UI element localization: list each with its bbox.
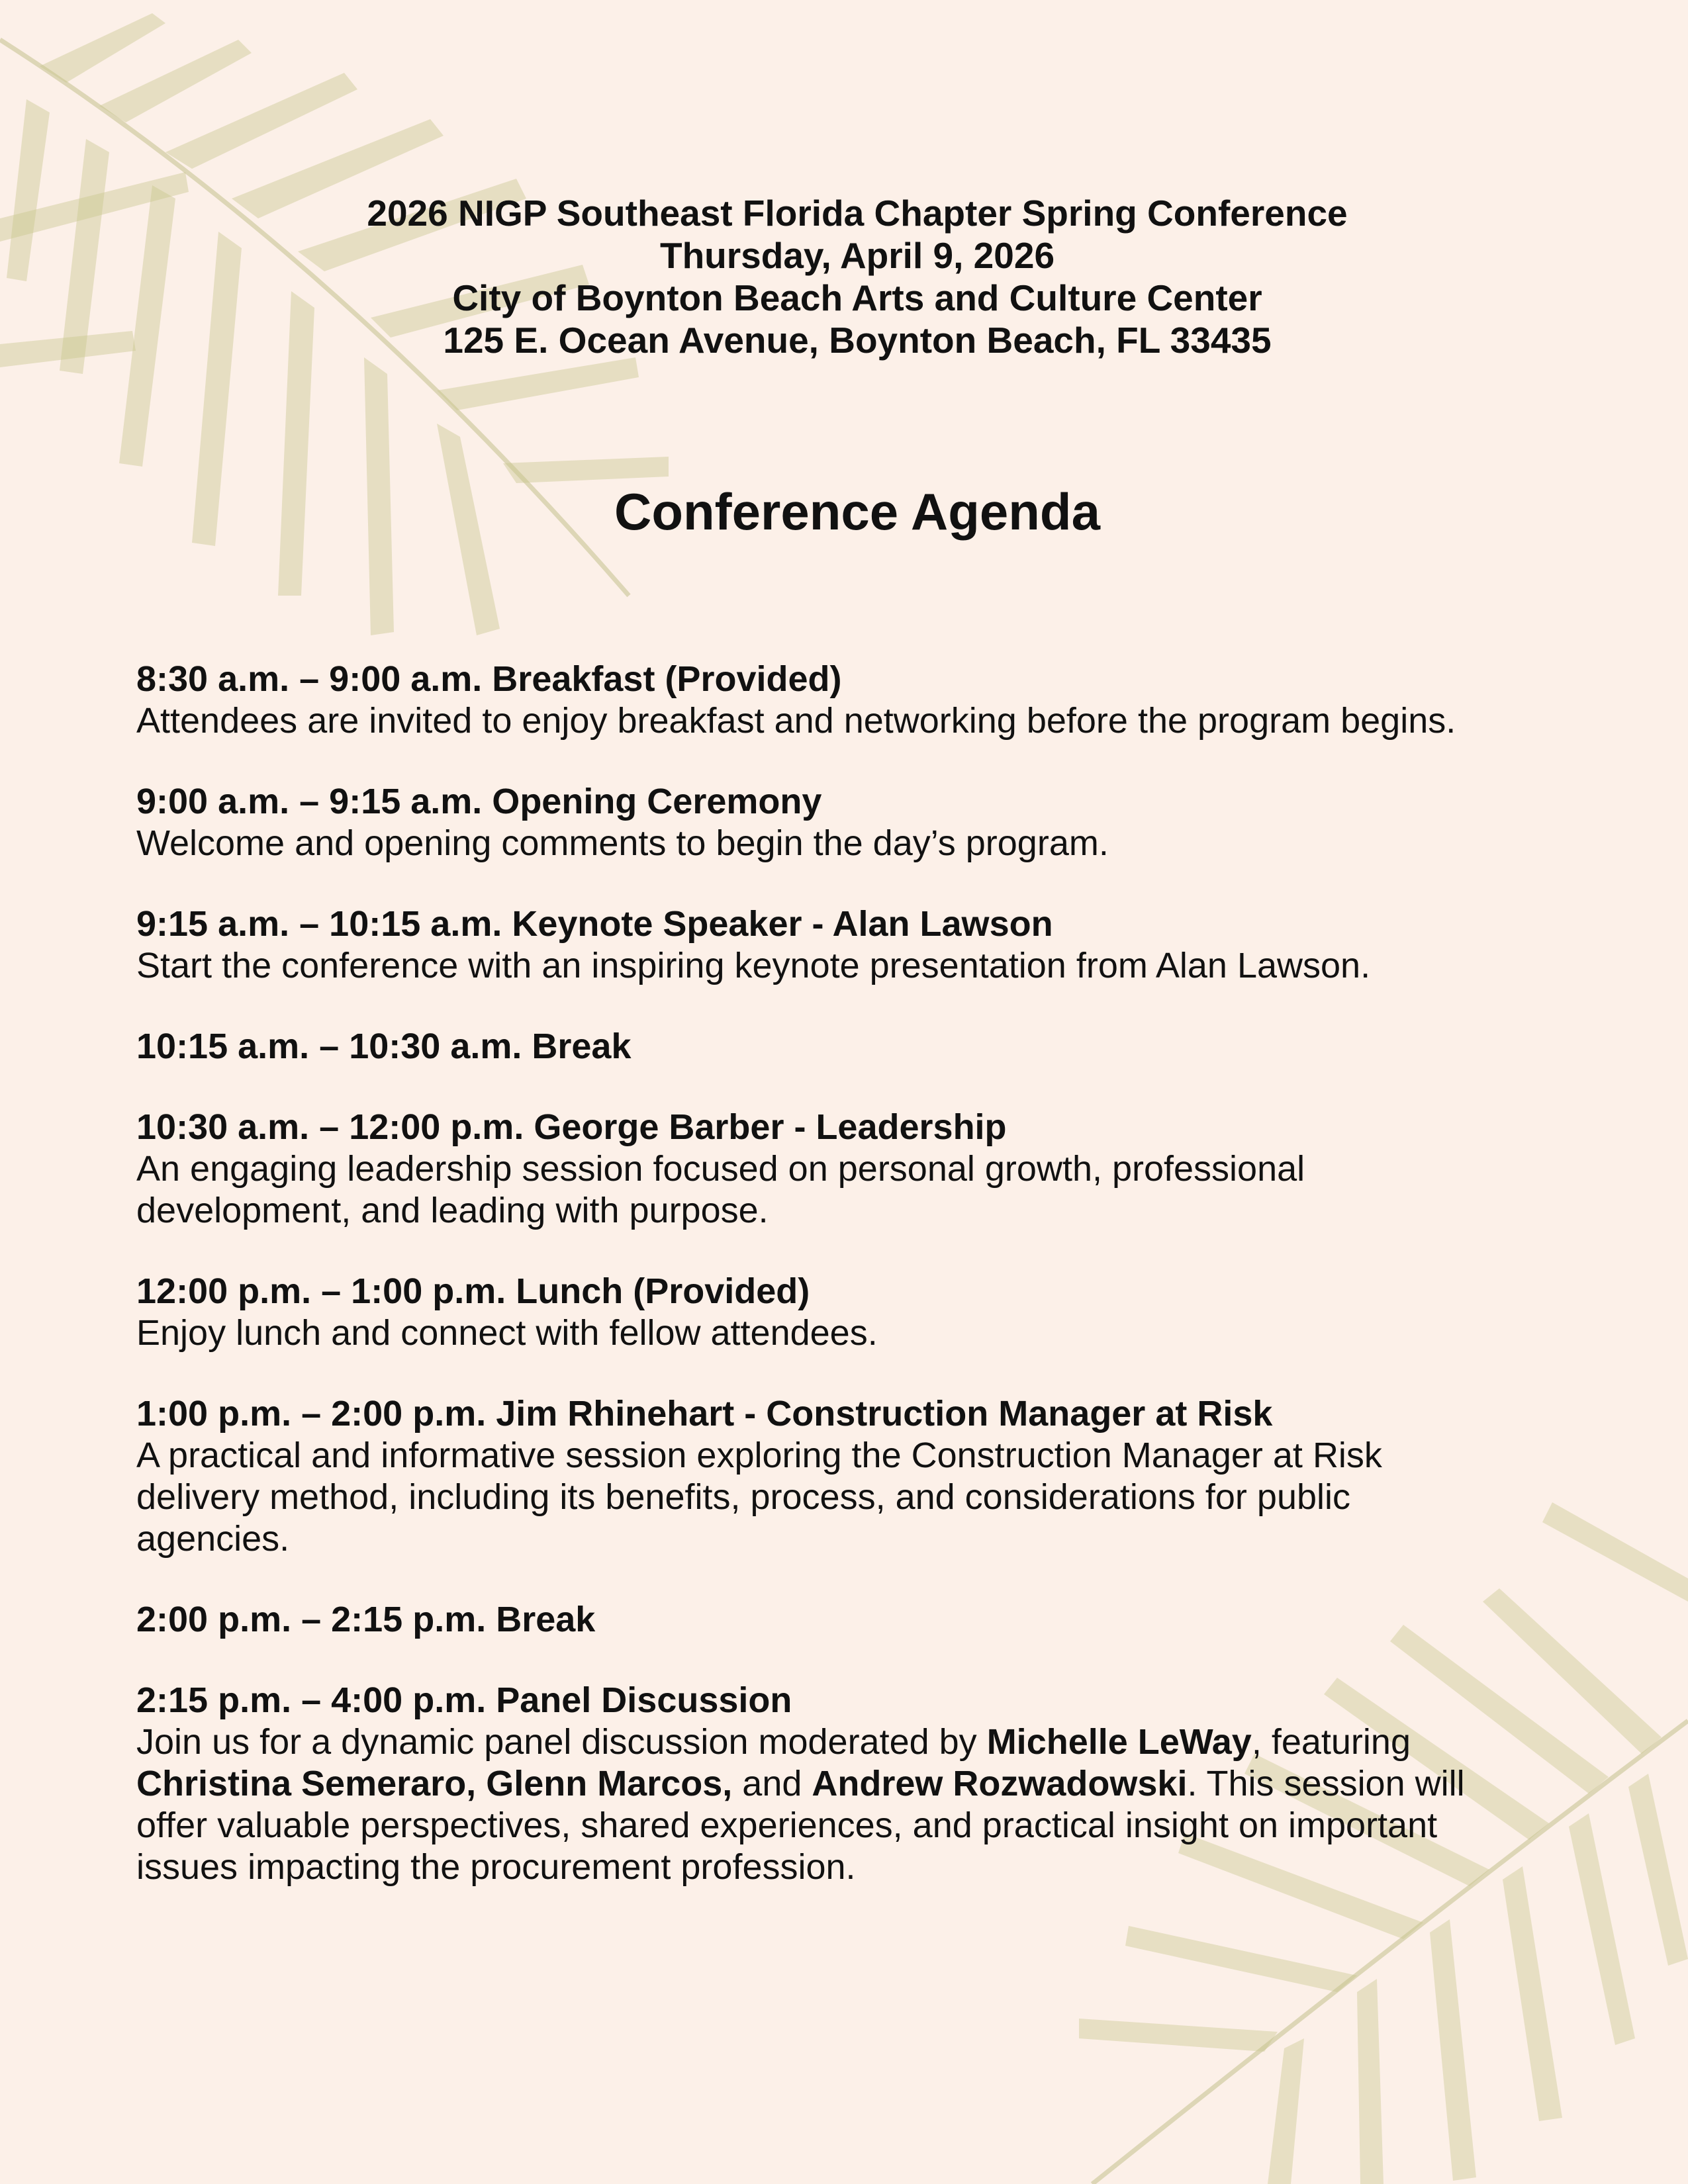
agenda-item bbox=[136, 1271, 1593, 1354]
description-line: A practical and informative session exploring the Construction Manager at Risk bbox=[136, 1435, 1382, 1475]
agenda-item-title: 8:30 a.m. – 9:00 a.m. Breakfast (Provided) bbox=[136, 659, 842, 699]
agenda-item-title: 2:00 p.m. – 2:15 p.m. Break bbox=[136, 1600, 596, 1639]
description-line: issues impacting the procurement profession. bbox=[136, 1847, 856, 1887]
agenda-item bbox=[136, 1599, 1593, 1641]
agenda-item-description bbox=[136, 1721, 1593, 1888]
agenda-list bbox=[136, 659, 1593, 1927]
agenda-item bbox=[136, 1393, 1593, 1560]
description-line: offer valuable perspectives, shared experiences, and practical insight on important bbox=[136, 1805, 1438, 1845]
description-line: delivery method, including its benefits, process, and considerations for public bbox=[136, 1477, 1350, 1517]
agenda-item-title: 9:15 a.m. – 10:15 a.m. Keynote Speaker - Alan Lawson bbox=[136, 904, 1053, 944]
agenda-item-title: 1:00 p.m. – 2:00 p.m. Jim Rhinehart - Construction Manager at Risk bbox=[136, 1394, 1273, 1433]
description-line bbox=[136, 1721, 1593, 1763]
description-text: , featuring bbox=[1251, 1722, 1411, 1762]
conference-address: 125 E. Ocean Avenue, Boynton Beach, FL 33435 bbox=[443, 320, 1272, 361]
description-line: An engaging leadership session focused on personal growth, professional bbox=[136, 1149, 1305, 1189]
agenda-item-title: 2:15 p.m. – 4:00 p.m. Panel Discussion bbox=[136, 1680, 792, 1720]
agenda-item bbox=[136, 1680, 1593, 1888]
description-line: development, and leading with purpose. bbox=[136, 1191, 769, 1230]
description-text: . This session will bbox=[1187, 1764, 1465, 1803]
page-title: Conference Agenda bbox=[614, 482, 1100, 541]
conference-header bbox=[0, 192, 1688, 361]
description-text: Join us for a dynamic panel discussion moderated by bbox=[136, 1722, 987, 1762]
agenda-item-description: Enjoy lunch and connect with fellow attendees. bbox=[136, 1313, 878, 1353]
agenda-item-description: Attendees are invited to enjoy breakfast and networking before the program begins. bbox=[136, 701, 1456, 741]
agenda-item bbox=[136, 781, 1593, 864]
agenda-item bbox=[136, 1026, 1593, 1068]
panelist-name: Andrew Rozwadowski bbox=[812, 1764, 1188, 1803]
conference-venue: City of Boynton Beach Arts and Culture Center bbox=[452, 277, 1262, 318]
agenda-item-title: 10:15 a.m. – 10:30 a.m. Break bbox=[136, 1026, 632, 1066]
agenda-item-title: 9:00 a.m. – 9:15 a.m. Opening Ceremony bbox=[136, 782, 822, 821]
moderator-name: Michelle LeWay bbox=[986, 1722, 1252, 1762]
conference-date: Thursday, April 9, 2026 bbox=[659, 235, 1055, 276]
agenda-item bbox=[136, 903, 1593, 987]
agenda-item bbox=[136, 659, 1593, 742]
panelist-names: Christina Semeraro, Glenn Marcos, bbox=[136, 1764, 733, 1803]
agenda-item-description bbox=[136, 1148, 1593, 1232]
agenda-item-description bbox=[136, 1435, 1593, 1560]
agenda-item-title: 10:30 a.m. – 12:00 p.m. George Barber - Leadership bbox=[136, 1107, 1007, 1147]
conference-name: 2026 NIGP Southeast Florida Chapter Spring Conference bbox=[367, 193, 1348, 234]
agenda-item bbox=[136, 1107, 1593, 1232]
description-line: agencies. bbox=[136, 1519, 290, 1559]
agenda-item-description: Welcome and opening comments to begin the day’s program. bbox=[136, 823, 1109, 863]
description-text: and bbox=[732, 1764, 812, 1803]
description-line bbox=[136, 1763, 1593, 1805]
agenda-item-title: 12:00 p.m. – 1:00 p.m. Lunch (Provided) bbox=[136, 1271, 810, 1311]
agenda-item-description: Start the conference with an inspiring keynote presentation from Alan Lawson. bbox=[136, 946, 1371, 985]
